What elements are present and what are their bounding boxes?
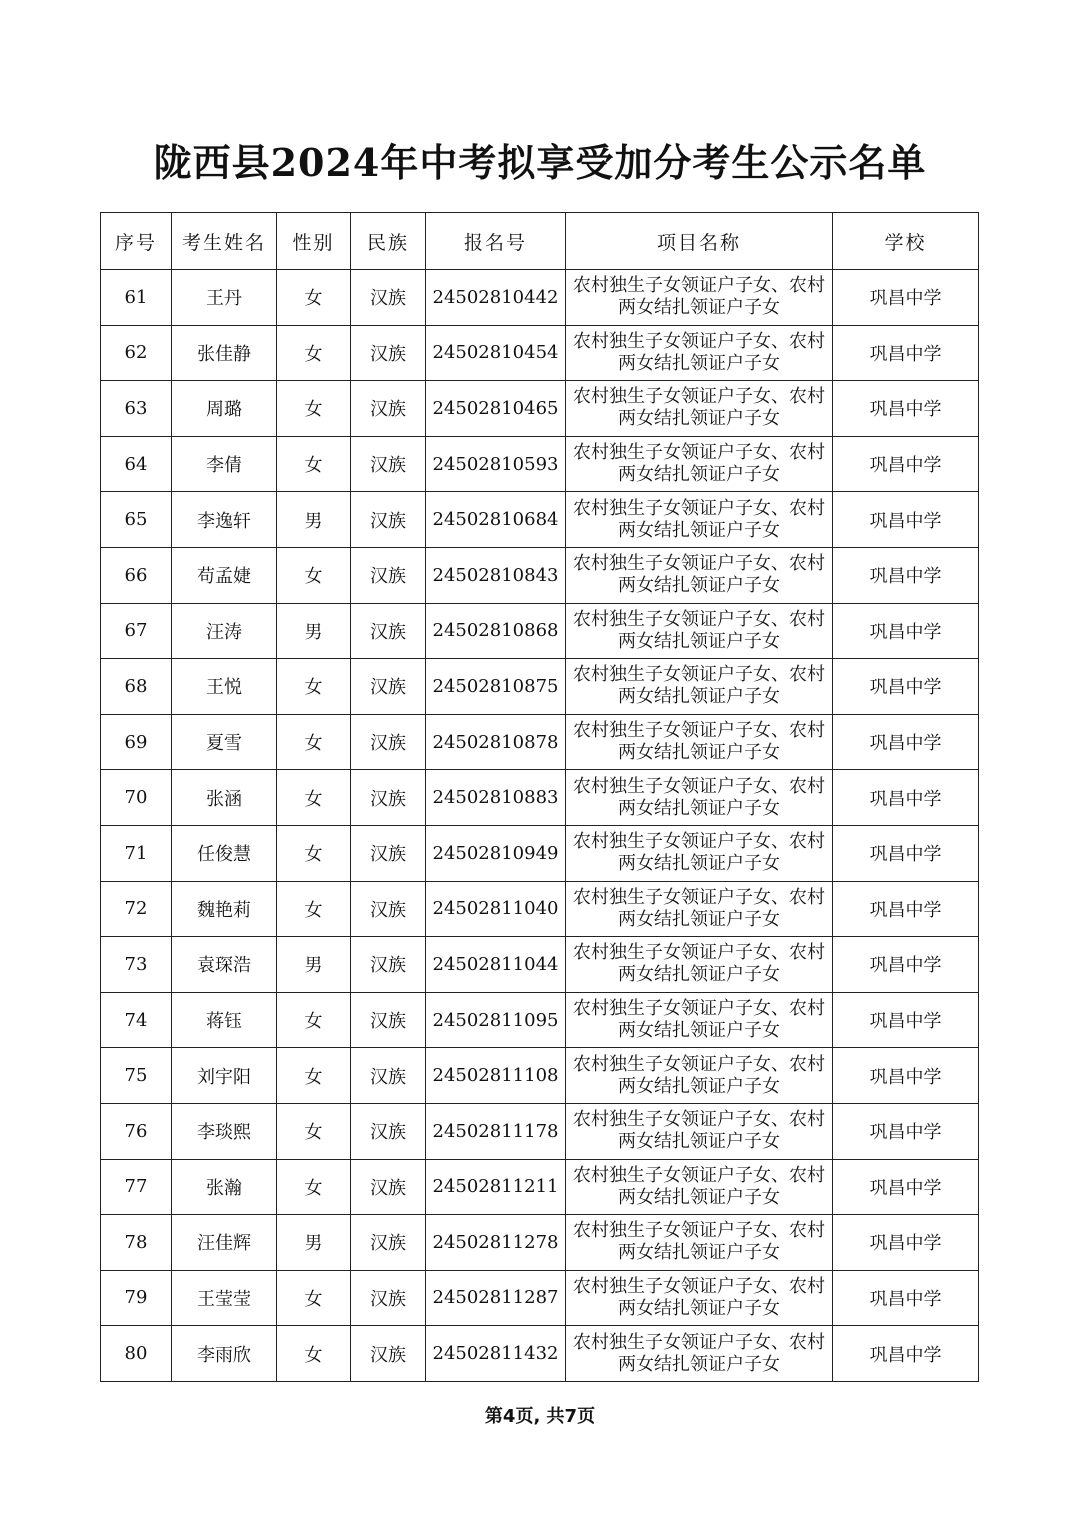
- cell-registration: 24502810454: [426, 325, 566, 381]
- cell-no: 69: [101, 714, 172, 770]
- table-row: [101, 325, 979, 381]
- cell-no: 75: [101, 1048, 172, 1104]
- cell-ethnicity: 汉族: [351, 492, 426, 548]
- cell-school: 巩昌中学: [833, 492, 979, 548]
- cell-no: 67: [101, 603, 172, 659]
- header-ethnicity: 民族: [351, 213, 426, 270]
- cell-item: 农村独生子女领证户子女、农村两女结扎领证户子女: [566, 547, 833, 603]
- cell-school: 巩昌中学: [833, 325, 979, 381]
- cell-school: 巩昌中学: [833, 659, 979, 715]
- table-row: [101, 992, 979, 1048]
- cell-ethnicity: 汉族: [351, 436, 426, 492]
- cell-name: 李逸轩: [172, 492, 277, 548]
- cell-name: 周璐: [172, 381, 277, 437]
- cell-registration: 24502810883: [426, 770, 566, 826]
- cell-registration: 24502810593: [426, 436, 566, 492]
- cell-item: 农村独生子女领证户子女、农村两女结扎领证户子女: [566, 1326, 833, 1382]
- cell-name: 王丹: [172, 270, 277, 326]
- table-row: [101, 1103, 979, 1159]
- table-row: [101, 381, 979, 437]
- cell-school: 巩昌中学: [833, 881, 979, 937]
- cell-registration: 24502811287: [426, 1270, 566, 1326]
- cell-ethnicity: 汉族: [351, 992, 426, 1048]
- cell-item: 农村独生子女领证户子女、农村两女结扎领证户子女: [566, 381, 833, 437]
- cell-registration: 24502811044: [426, 937, 566, 993]
- cell-school: 巩昌中学: [833, 547, 979, 603]
- cell-name: 夏雪: [172, 714, 277, 770]
- cell-ethnicity: 汉族: [351, 1159, 426, 1215]
- cell-name: 王莹莹: [172, 1270, 277, 1326]
- cell-gender: 女: [277, 381, 351, 437]
- cell-item: 农村独生子女领证户子女、农村两女结扎领证户子女: [566, 659, 833, 715]
- cell-school: 巩昌中学: [833, 381, 979, 437]
- cell-gender: 女: [277, 659, 351, 715]
- cell-no: 70: [101, 770, 172, 826]
- cell-ethnicity: 汉族: [351, 937, 426, 993]
- cell-school: 巩昌中学: [833, 1326, 979, 1382]
- cell-registration: 24502811040: [426, 881, 566, 937]
- cell-item: 农村独生子女领证户子女、农村两女结扎领证户子女: [566, 436, 833, 492]
- cell-name: 李倩: [172, 436, 277, 492]
- cell-name: 李雨欣: [172, 1326, 277, 1382]
- cell-registration: 24502810949: [426, 825, 566, 881]
- roster-table: [100, 212, 979, 1382]
- cell-item: 农村独生子女领证户子女、农村两女结扎领证户子女: [566, 937, 833, 993]
- cell-no: 66: [101, 547, 172, 603]
- header-school: 学校: [833, 213, 979, 270]
- cell-school: 巩昌中学: [833, 1103, 979, 1159]
- table-row: [101, 825, 979, 881]
- cell-name: 汪佳辉: [172, 1215, 277, 1271]
- cell-no: 64: [101, 436, 172, 492]
- cell-gender: 女: [277, 881, 351, 937]
- cell-name: 任俊慧: [172, 825, 277, 881]
- cell-no: 68: [101, 659, 172, 715]
- cell-item: 农村独生子女领证户子女、农村两女结扎领证户子女: [566, 1159, 833, 1215]
- table-row: [101, 1326, 979, 1382]
- cell-ethnicity: 汉族: [351, 659, 426, 715]
- table-row: [101, 881, 979, 937]
- table-row: [101, 1159, 979, 1215]
- table-row: [101, 492, 979, 548]
- table-row: [101, 937, 979, 993]
- cell-item: 农村独生子女领证户子女、农村两女结扎领证户子女: [566, 1048, 833, 1104]
- cell-gender: 女: [277, 825, 351, 881]
- cell-no: 63: [101, 381, 172, 437]
- table-row: [101, 1048, 979, 1104]
- cell-gender: 女: [277, 1270, 351, 1326]
- cell-gender: 女: [277, 325, 351, 381]
- header-gender: 性别: [277, 213, 351, 270]
- table-row: [101, 270, 979, 326]
- cell-name: 李琰熙: [172, 1103, 277, 1159]
- cell-gender: 女: [277, 547, 351, 603]
- cell-registration: 24502811432: [426, 1326, 566, 1382]
- cell-item: 农村独生子女领证户子女、农村两女结扎领证户子女: [566, 992, 833, 1048]
- cell-no: 80: [101, 1326, 172, 1382]
- cell-item: 农村独生子女领证户子女、农村两女结扎领证户子女: [566, 881, 833, 937]
- table-row: [101, 1270, 979, 1326]
- cell-registration: 24502811211: [426, 1159, 566, 1215]
- cell-name: 刘宇阳: [172, 1048, 277, 1104]
- cell-registration: 24502811108: [426, 1048, 566, 1104]
- page-title: 陇西县2024年中考拟享受加分考生公示名单: [153, 140, 927, 185]
- cell-school: 巩昌中学: [833, 1270, 979, 1326]
- cell-item: 农村独生子女领证户子女、农村两女结扎领证户子女: [566, 1270, 833, 1326]
- cell-no: 76: [101, 1103, 172, 1159]
- cell-no: 71: [101, 825, 172, 881]
- cell-no: 78: [101, 1215, 172, 1271]
- cell-name: 张佳静: [172, 325, 277, 381]
- cell-school: 巩昌中学: [833, 937, 979, 993]
- cell-ethnicity: 汉族: [351, 603, 426, 659]
- table-row: [101, 659, 979, 715]
- cell-gender: 男: [277, 492, 351, 548]
- cell-school: 巩昌中学: [833, 603, 979, 659]
- cell-no: 79: [101, 1270, 172, 1326]
- cell-item: 农村独生子女领证户子女、农村两女结扎领证户子女: [566, 325, 833, 381]
- cell-name: 苟孟婕: [172, 547, 277, 603]
- cell-school: 巩昌中学: [833, 770, 979, 826]
- cell-ethnicity: 汉族: [351, 1048, 426, 1104]
- cell-registration: 24502810878: [426, 714, 566, 770]
- cell-ethnicity: 汉族: [351, 825, 426, 881]
- cell-no: 74: [101, 992, 172, 1048]
- cell-school: 巩昌中学: [833, 992, 979, 1048]
- cell-item: 农村独生子女领证户子女、农村两女结扎领证户子女: [566, 1103, 833, 1159]
- cell-registration: 24502810465: [426, 381, 566, 437]
- cell-gender: 女: [277, 714, 351, 770]
- cell-no: 72: [101, 881, 172, 937]
- cell-gender: 女: [277, 1103, 351, 1159]
- cell-item: 农村独生子女领证户子女、农村两女结扎领证户子女: [566, 603, 833, 659]
- cell-ethnicity: 汉族: [351, 1326, 426, 1382]
- cell-school: 巩昌中学: [833, 714, 979, 770]
- cell-name: 蒋钰: [172, 992, 277, 1048]
- cell-gender: 女: [277, 1326, 351, 1382]
- cell-item: 农村独生子女领证户子女、农村两女结扎领证户子女: [566, 1215, 833, 1271]
- cell-gender: 女: [277, 992, 351, 1048]
- cell-gender: 女: [277, 1159, 351, 1215]
- cell-ethnicity: 汉族: [351, 770, 426, 826]
- cell-registration: 24502811278: [426, 1215, 566, 1271]
- cell-registration: 24502811178: [426, 1103, 566, 1159]
- cell-registration: 24502810868: [426, 603, 566, 659]
- cell-no: 61: [101, 270, 172, 326]
- cell-gender: 男: [277, 937, 351, 993]
- cell-school: 巩昌中学: [833, 1159, 979, 1215]
- cell-ethnicity: 汉族: [351, 270, 426, 326]
- table-body: [101, 270, 979, 1382]
- cell-ethnicity: 汉族: [351, 381, 426, 437]
- cell-registration: 24502810843: [426, 547, 566, 603]
- cell-ethnicity: 汉族: [351, 1270, 426, 1326]
- cell-item: 农村独生子女领证户子女、农村两女结扎领证户子女: [566, 270, 833, 326]
- cell-gender: 女: [277, 1048, 351, 1104]
- cell-school: 巩昌中学: [833, 825, 979, 881]
- cell-no: 77: [101, 1159, 172, 1215]
- cell-item: 农村独生子女领证户子女、农村两女结扎领证户子女: [566, 492, 833, 548]
- table-header-row: [101, 213, 979, 270]
- cell-ethnicity: 汉族: [351, 1215, 426, 1271]
- table-row: [101, 436, 979, 492]
- table-row: [101, 1215, 979, 1271]
- cell-registration: 24502810875: [426, 659, 566, 715]
- cell-item: 农村独生子女领证户子女、农村两女结扎领证户子女: [566, 770, 833, 826]
- cell-gender: 女: [277, 436, 351, 492]
- table-row: [101, 603, 979, 659]
- cell-registration: 24502810442: [426, 270, 566, 326]
- table-row: [101, 547, 979, 603]
- header-name: 考生姓名: [172, 213, 277, 270]
- cell-gender: 女: [277, 770, 351, 826]
- cell-ethnicity: 汉族: [351, 547, 426, 603]
- cell-ethnicity: 汉族: [351, 881, 426, 937]
- cell-registration: 24502810684: [426, 492, 566, 548]
- page-footer: 第4页, 共7页: [484, 1406, 596, 1427]
- cell-name: 王悦: [172, 659, 277, 715]
- header-registration: 报名号: [426, 213, 566, 270]
- cell-name: 魏艳莉: [172, 881, 277, 937]
- table-row: [101, 714, 979, 770]
- cell-ethnicity: 汉族: [351, 325, 426, 381]
- cell-no: 65: [101, 492, 172, 548]
- header-no: 序号: [101, 213, 172, 270]
- cell-name: 汪涛: [172, 603, 277, 659]
- header-item: 项目名称: [566, 213, 833, 270]
- cell-item: 农村独生子女领证户子女、农村两女结扎领证户子女: [566, 825, 833, 881]
- cell-gender: 男: [277, 1215, 351, 1271]
- cell-registration: 24502811095: [426, 992, 566, 1048]
- cell-gender: 男: [277, 603, 351, 659]
- cell-school: 巩昌中学: [833, 1215, 979, 1271]
- cell-no: 62: [101, 325, 172, 381]
- cell-gender: 女: [277, 270, 351, 326]
- table-row: [101, 770, 979, 826]
- cell-item: 农村独生子女领证户子女、农村两女结扎领证户子女: [566, 714, 833, 770]
- cell-ethnicity: 汉族: [351, 1103, 426, 1159]
- cell-name: 张涵: [172, 770, 277, 826]
- cell-school: 巩昌中学: [833, 270, 979, 326]
- cell-school: 巩昌中学: [833, 1048, 979, 1104]
- cell-ethnicity: 汉族: [351, 714, 426, 770]
- cell-name: 张瀚: [172, 1159, 277, 1215]
- cell-no: 73: [101, 937, 172, 993]
- cell-school: 巩昌中学: [833, 436, 979, 492]
- cell-name: 袁琛浩: [172, 937, 277, 993]
